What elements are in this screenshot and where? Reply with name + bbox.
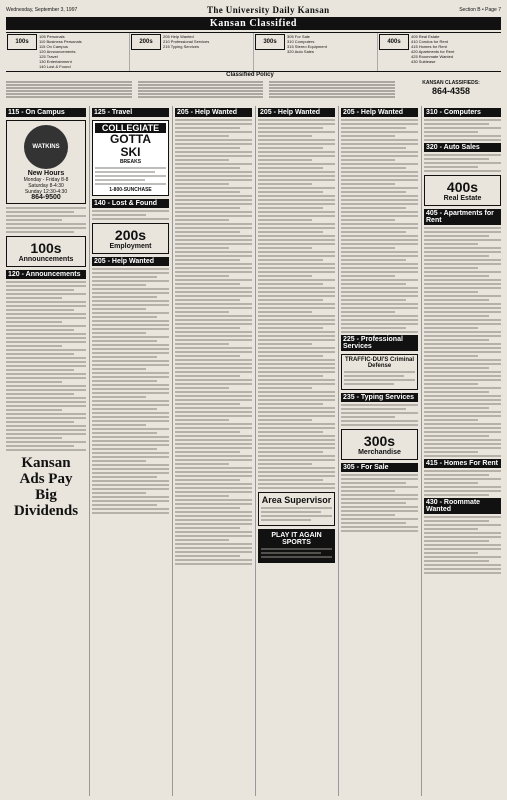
category-box: 200s (131, 34, 161, 50)
traffic-dui-ad: TRAFFIC-DUI'S Criminal Defense (341, 354, 418, 390)
contact-label: KANSAN CLASSIFIEDS: (422, 80, 480, 86)
column-4 (255, 106, 335, 796)
ad-text (424, 516, 501, 574)
category-list: 205 Help Wanted 210 Professional Services 215 Typing Services (163, 34, 210, 49)
watkins-phone: 864-9500 (31, 194, 61, 201)
policy-title: Classified Policy (226, 72, 274, 78)
watkins-time: Saturday 8-4:30 (28, 183, 64, 189)
column-2 (89, 106, 169, 796)
classified-banner: Kansan Classified (6, 17, 501, 30)
page-header (6, 4, 501, 16)
box-label: Real Estate (443, 195, 482, 202)
section-header-apartments: 405 - Apartments for Rent (424, 209, 501, 225)
policy-block (6, 80, 501, 104)
category-box: 100s (7, 34, 37, 50)
ad-text (341, 404, 418, 426)
section-header-prof-services: 225 - Professional Services (341, 335, 418, 351)
merchandise-box (341, 429, 418, 460)
page-date: Wednesday, September 3, 1997 (6, 7, 78, 13)
ad-text (258, 119, 335, 489)
watkins-ad (6, 120, 86, 204)
ad-text (92, 268, 169, 514)
contact-box (401, 80, 501, 104)
category-group-300s (254, 33, 378, 71)
ad-text (424, 227, 501, 457)
column-3 (172, 106, 252, 796)
watkins-logo: WATKINS (24, 125, 68, 169)
area-supervisor-ad: Area Supervisor (258, 492, 335, 526)
box-label: Employment (109, 243, 152, 250)
section-header-travel: 125 - Travel (92, 108, 169, 117)
column-1 (6, 106, 86, 796)
category-group-100s (6, 33, 130, 71)
watkins-hours-title: New Hours (27, 170, 65, 177)
section-header-help-wanted: 205 - Help Wanted (258, 108, 335, 117)
section-header-computers: 310 - Computers (424, 108, 501, 117)
box-number: 300s (363, 433, 396, 449)
section-header-on-campus: 115 - On Campus (6, 108, 86, 117)
real-estate-box (424, 175, 501, 206)
category-list: 405 Real Estate 410 Condos for Rent 415 Homes for Rent 420 Apartments for Rent 425 Roommate Wanted 430 Sublease (411, 34, 455, 64)
category-list: 305 For Sale 310 Computers 315 Stereo Equipment 320 Auto Sales (287, 34, 327, 54)
section-header-help-wanted: 205 - Help Wanted (92, 257, 169, 266)
ad-text (6, 281, 86, 451)
watkins-time: Sunday 12:30-4:30 (24, 189, 68, 195)
section-header-lost-found: 140 - Lost & Found (92, 199, 169, 208)
section-header-help-wanted: 205 - Help Wanted (175, 108, 252, 117)
ad-text (341, 474, 418, 532)
collegiate-ski-ad: COLLEGIATE GOTTA SKI BREAKS 1-800-SUNCHASE (92, 120, 169, 196)
policy-text (269, 80, 395, 102)
box-label: Merchandise (358, 449, 401, 456)
section-header-typing: 235 - Typing Services (341, 393, 418, 402)
category-group-400s (378, 33, 501, 71)
section-header-homes: 415 - Homes For Rent (424, 459, 501, 468)
category-list: 105 Personals 110 Business Personals 115 On Campus 120 Announcements 125 Travel 130 Entertainment 140 Lost & Found (39, 34, 82, 69)
category-box: 400s (379, 34, 409, 50)
column-6 (421, 106, 501, 796)
column-5 (338, 106, 418, 796)
policy-text (6, 80, 132, 102)
ad-text (424, 470, 501, 496)
ad-text (341, 119, 418, 333)
section-header-for-sale: 305 - For Sale (341, 463, 418, 472)
employment-box (92, 223, 169, 254)
ad-text (424, 154, 501, 172)
ad-text (92, 210, 169, 220)
category-group-200s (130, 33, 254, 71)
box-label: Announcements (18, 256, 74, 263)
section-header-announcements: 120 - Announcements (6, 270, 86, 279)
ad-text (6, 207, 86, 233)
watkins-time: Monday - Friday 8-8 (23, 177, 69, 183)
announcements-box (6, 236, 86, 267)
kansan-ads-pay-ad: Kansan Ads Pay Big Dividends (13, 455, 79, 519)
section-header-roommate: 430 - Roommate Wanted (424, 498, 501, 514)
paper-name: The University Daily Kansan (206, 5, 330, 15)
page-section: Section B • Page 7 (459, 7, 501, 13)
category-bar (6, 32, 501, 72)
classified-columns (6, 106, 501, 796)
category-box: 300s (255, 34, 285, 50)
contact-phone: 864-4358 (431, 86, 471, 96)
box-number: 400s (446, 179, 479, 195)
play-it-again-ad: PLAY IT AGAIN SPORTS (258, 529, 335, 563)
ad-text (424, 119, 501, 141)
section-header-help-wanted: 205 - Help Wanted (341, 108, 418, 117)
section-header-auto-sales: 320 - Auto Sales (424, 143, 501, 152)
policy-text (138, 80, 264, 102)
box-number: 100s (30, 240, 62, 256)
box-number: 200s (114, 227, 147, 243)
ad-text (175, 119, 252, 565)
